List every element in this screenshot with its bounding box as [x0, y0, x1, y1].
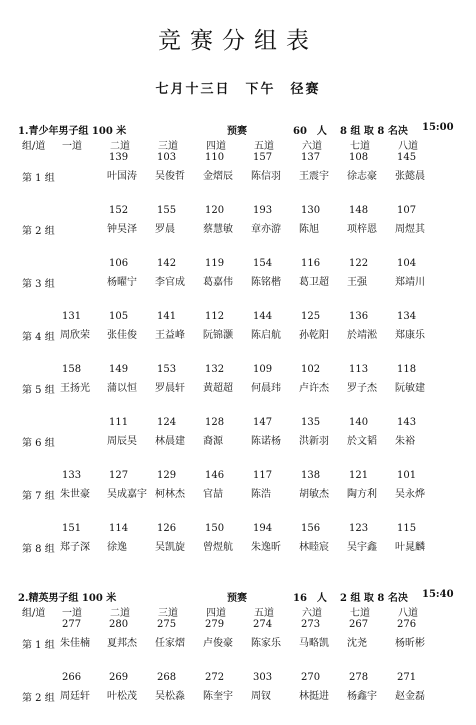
event-round: 预赛 — [227, 126, 247, 137]
lane-cell — [251, 258, 305, 290]
event-rule: 8 组 取 8 名决 — [340, 126, 408, 137]
bib-number: 108 — [349, 152, 369, 163]
bib-number: 112 — [205, 311, 225, 322]
event-time: 15:00 — [422, 122, 454, 133]
bib-number: 132 — [205, 364, 225, 375]
lane-cell — [155, 152, 209, 184]
group-row — [18, 470, 468, 502]
lane-cell — [395, 205, 449, 237]
bib-number: 133 — [62, 470, 82, 481]
lane-cell — [347, 672, 401, 704]
bib-number: 139 — [109, 152, 129, 163]
lane-cell — [395, 672, 449, 704]
athlete-name: 孙乾阳 — [299, 330, 329, 341]
bib-number: 140 — [349, 417, 369, 428]
bib-number: 136 — [349, 311, 369, 322]
column-header: 组/道 — [22, 608, 46, 619]
bib-number: 130 — [301, 205, 321, 216]
athlete-name: 吴松淼 — [155, 691, 185, 702]
lane-cell — [299, 417, 353, 449]
athlete-name: 钟昊泽 — [107, 224, 137, 235]
group-label: 第 4 组 — [22, 332, 55, 343]
bib-number: 113 — [349, 364, 369, 375]
athlete-name: 王扬光 — [60, 383, 90, 394]
bib-number: 267 — [349, 619, 369, 630]
lane-cell — [251, 152, 305, 184]
athlete-name: 柯林杰 — [155, 489, 185, 500]
bib-number: 153 — [157, 364, 177, 375]
group-label: 第 8 组 — [22, 544, 55, 555]
lane-cell — [203, 619, 257, 651]
group-row — [18, 205, 468, 237]
athlete-name: 徐志豪 — [347, 171, 377, 182]
athlete-name: 陈旭 — [299, 224, 319, 235]
bib-number: 122 — [349, 258, 369, 269]
lane-cell — [299, 523, 353, 555]
bib-number: 277 — [62, 619, 82, 630]
bib-number: 268 — [157, 672, 177, 683]
bib-number: 143 — [397, 417, 417, 428]
lane-cell — [251, 311, 305, 343]
column-header-row — [18, 604, 468, 618]
column-header: 七道 — [350, 141, 370, 152]
lane-cell — [347, 205, 401, 237]
bib-number: 110 — [205, 152, 225, 163]
athlete-name: 吴永烨 — [395, 489, 425, 500]
lane-cell — [60, 672, 114, 704]
lane-cell — [155, 417, 209, 449]
column-header: 八道 — [398, 608, 418, 619]
athlete-name: 叶国涛 — [107, 171, 137, 182]
lane-cell — [203, 258, 257, 290]
bib-number: 105 — [109, 311, 129, 322]
lane-cell — [251, 205, 305, 237]
athlete-name: 胡敏杰 — [299, 489, 329, 500]
athlete-name: 周欣荣 — [60, 330, 90, 341]
athlete-name: 葛卫超 — [299, 277, 329, 288]
lane-cell — [107, 523, 161, 555]
lane-cell — [347, 619, 401, 651]
bib-number: 193 — [253, 205, 273, 216]
lane-cell — [203, 205, 257, 237]
athlete-name: 陶方利 — [347, 489, 377, 500]
bib-number: 157 — [253, 152, 273, 163]
page-title: 竞赛分组表 — [158, 28, 318, 54]
athlete-name: 吴凯旋 — [155, 542, 185, 553]
event-header — [18, 589, 468, 604]
athlete-name: 於靖淞 — [347, 330, 377, 341]
athlete-name: 吴成嘉宇 — [107, 489, 147, 500]
athlete-name: 杨曜宁 — [107, 277, 137, 288]
column-header: 三道 — [158, 608, 178, 619]
athlete-name: 朱世豪 — [60, 489, 90, 500]
group-label: 第 3 组 — [22, 279, 55, 290]
athlete-name: 洪新羽 — [299, 436, 329, 447]
group-label: 第 2 组 — [22, 693, 55, 704]
column-header: 组/道 — [22, 141, 46, 152]
event-round: 预赛 — [227, 593, 247, 604]
lane-cell — [155, 311, 209, 343]
athlete-name: 周煜其 — [395, 224, 425, 235]
athlete-name: 罗晨轩 — [155, 383, 185, 394]
bib-number: 116 — [301, 258, 321, 269]
athlete-name: 吴宇鑫 — [347, 542, 377, 553]
athlete-name: 周辰昊 — [107, 436, 137, 447]
event-name: 2.精英男子组 100 米 — [18, 593, 117, 604]
lane-cell — [155, 619, 209, 651]
event-count: 60 人 — [293, 126, 327, 137]
lane-cell — [395, 619, 449, 651]
bib-number: 137 — [301, 152, 321, 163]
event-rule: 2 组 取 8 名决 — [340, 593, 408, 604]
lane-cell — [395, 470, 449, 502]
lane-cell — [203, 417, 257, 449]
bib-number: 146 — [205, 470, 225, 481]
athlete-name: 卢俊豪 — [203, 638, 233, 649]
lane-cell — [395, 258, 449, 290]
lane-cell — [203, 311, 257, 343]
column-header: 一道 — [62, 608, 82, 619]
athlete-name: 陈浩 — [251, 489, 271, 500]
column-header: 二道 — [110, 608, 130, 619]
athlete-name: 罗子杰 — [347, 383, 377, 394]
bib-number: 156 — [301, 523, 321, 534]
bib-number: 280 — [109, 619, 129, 630]
bib-number: 134 — [397, 311, 417, 322]
bib-number: 121 — [349, 470, 369, 481]
bib-number: 124 — [157, 417, 177, 428]
lane-cell — [347, 311, 401, 343]
lane-cell — [251, 523, 305, 555]
lane-cell — [299, 205, 353, 237]
group-row — [18, 311, 468, 343]
athlete-name: 章亦游 — [251, 224, 281, 235]
column-header: 一道 — [62, 141, 82, 152]
bib-number: 276 — [397, 619, 417, 630]
column-header: 三道 — [158, 141, 178, 152]
column-header: 四道 — [206, 141, 226, 152]
athlete-name: 陈诺杨 — [251, 436, 281, 447]
athlete-name: 朱裕 — [395, 436, 415, 447]
bib-number: 104 — [397, 258, 417, 269]
athlete-name: 何晨玮 — [251, 383, 281, 394]
lane-cell — [155, 672, 209, 704]
athlete-name: 郑子深 — [60, 542, 90, 553]
lane-cell — [107, 470, 161, 502]
athlete-name: 叶晁麟 — [395, 542, 425, 553]
bib-number: 274 — [253, 619, 273, 630]
bib-number: 114 — [109, 523, 129, 534]
lane-cell — [203, 364, 257, 396]
athlete-name: 官喆 — [203, 489, 223, 500]
lane-cell — [347, 364, 401, 396]
lane-cell — [395, 523, 449, 555]
lane-cell — [107, 311, 161, 343]
athlete-name: 朱逸昕 — [251, 542, 281, 553]
bib-number: 272 — [205, 672, 225, 683]
athlete-name: 张佳俊 — [107, 330, 137, 341]
bib-number: 148 — [349, 205, 369, 216]
bib-number: 303 — [253, 672, 273, 683]
lane-cell — [299, 364, 353, 396]
lane-cell — [347, 258, 401, 290]
bib-number: 117 — [253, 470, 273, 481]
lane-cell — [107, 258, 161, 290]
athlete-name: 项梓恩 — [347, 224, 377, 235]
lane-cell — [107, 152, 161, 184]
event-name: 1.青少年男子组 100 米 — [18, 126, 127, 137]
athlete-name: 黄超超 — [203, 383, 233, 394]
bib-number: 115 — [397, 523, 417, 534]
lane-cell — [107, 205, 161, 237]
lane-cell — [299, 152, 353, 184]
athlete-name: 陈启航 — [251, 330, 281, 341]
athlete-name: 杨鑫宇 — [347, 691, 377, 702]
group-label: 第 5 组 — [22, 385, 55, 396]
lane-cell — [203, 470, 257, 502]
bib-number: 158 — [62, 364, 82, 375]
column-header: 六道 — [302, 608, 322, 619]
lane-cell — [347, 470, 401, 502]
bib-number: 273 — [301, 619, 321, 630]
lane-cell — [395, 364, 449, 396]
bib-number: 118 — [397, 364, 417, 375]
bib-number: 270 — [301, 672, 321, 683]
group-row — [18, 258, 468, 290]
athlete-name: 郑靖川 — [395, 277, 425, 288]
column-header: 七道 — [350, 608, 370, 619]
lane-cell — [155, 523, 209, 555]
lane-cell — [155, 258, 209, 290]
athlete-name: 曾煜航 — [203, 542, 233, 553]
lane-cell — [299, 258, 353, 290]
group-label: 第 7 组 — [22, 491, 55, 502]
group-label: 第 1 组 — [22, 640, 55, 651]
bib-number: 147 — [253, 417, 273, 428]
lane-cell — [299, 619, 353, 651]
athlete-name: 周廷轩 — [60, 691, 90, 702]
bib-number: 266 — [62, 672, 82, 683]
athlete-name: 王强 — [347, 277, 367, 288]
lane-cell — [347, 523, 401, 555]
bib-number: 150 — [205, 523, 225, 534]
bib-number: 111 — [109, 417, 129, 428]
lane-cell — [251, 470, 305, 502]
athlete-name: 吴俊哲 — [155, 171, 185, 182]
bib-number: 126 — [157, 523, 177, 534]
column-header: 五道 — [254, 608, 274, 619]
bib-number: 101 — [397, 470, 417, 481]
lane-cell — [155, 364, 209, 396]
bib-number: 109 — [253, 364, 273, 375]
athlete-name: 陈铭楷 — [251, 277, 281, 288]
bib-number: 106 — [109, 258, 129, 269]
lane-cell — [299, 311, 353, 343]
athlete-name: 於文韬 — [347, 436, 377, 447]
bib-number: 141 — [157, 311, 177, 322]
athlete-name: 阮锦灏 — [203, 330, 233, 341]
event-time: 15:40 — [422, 589, 454, 600]
athlete-name: 陈家乐 — [251, 638, 281, 649]
athlete-name: 周钗 — [251, 691, 271, 702]
athlete-name: 裔源 — [203, 436, 223, 447]
athlete-name: 徐逸 — [107, 542, 127, 553]
column-header-row — [18, 137, 468, 151]
athlete-name: 陈奎宇 — [203, 691, 233, 702]
lane-cell — [60, 523, 114, 555]
lane-cell — [251, 364, 305, 396]
athlete-name: 马略凯 — [299, 638, 329, 649]
lane-cell — [395, 417, 449, 449]
lane-cell — [299, 470, 353, 502]
group-row — [18, 152, 468, 184]
lane-cell — [107, 619, 161, 651]
athlete-name: 王震宇 — [299, 171, 329, 182]
bib-number: 129 — [157, 470, 177, 481]
bib-number: 103 — [157, 152, 177, 163]
lane-cell — [60, 364, 114, 396]
bib-number: 128 — [205, 417, 225, 428]
lane-cell — [155, 205, 209, 237]
column-header: 八道 — [398, 141, 418, 152]
athlete-name: 郑康乐 — [395, 330, 425, 341]
bib-number: 138 — [301, 470, 321, 481]
event-header — [18, 122, 468, 137]
athlete-name: 张懿晨 — [395, 171, 425, 182]
bib-number: 152 — [109, 205, 129, 216]
group-row — [18, 417, 468, 449]
column-header: 二道 — [110, 141, 130, 152]
lane-cell — [107, 417, 161, 449]
lane-cell — [203, 152, 257, 184]
column-header: 六道 — [302, 141, 322, 152]
bib-number: 269 — [109, 672, 129, 683]
lane-cell — [60, 470, 114, 502]
athlete-name: 林晨建 — [155, 436, 185, 447]
bib-number: 271 — [397, 672, 417, 683]
bib-number: 135 — [301, 417, 321, 428]
bib-number: 151 — [62, 523, 82, 534]
event-count: 16 人 — [293, 593, 327, 604]
lane-cell — [251, 672, 305, 704]
athlete-name: 陈信羽 — [251, 171, 281, 182]
lane-cell — [347, 417, 401, 449]
lane-cell — [155, 470, 209, 502]
athlete-name: 李官成 — [155, 277, 185, 288]
lane-cell — [60, 619, 114, 651]
bib-number: 149 — [109, 364, 129, 375]
group-label: 第 6 组 — [22, 438, 55, 449]
bib-number: 279 — [205, 619, 225, 630]
athlete-name: 朱佳楠 — [60, 638, 90, 649]
bib-number: 144 — [253, 311, 273, 322]
athlete-name: 任家熠 — [155, 638, 185, 649]
group-row — [18, 523, 468, 555]
athlete-name: 阮敏建 — [395, 383, 425, 394]
lane-cell — [203, 523, 257, 555]
athlete-name: 罗晨 — [155, 224, 175, 235]
athlete-name: 王益峰 — [155, 330, 185, 341]
athlete-name: 赵金磊 — [395, 691, 425, 702]
lane-cell — [203, 672, 257, 704]
bib-number: 275 — [157, 619, 177, 630]
athlete-name: 葛嘉伟 — [203, 277, 233, 288]
lane-cell — [251, 417, 305, 449]
athlete-name: 蔡慧敏 — [203, 224, 233, 235]
column-header: 五道 — [254, 141, 274, 152]
athlete-name: 夏邦杰 — [107, 638, 137, 649]
bib-number: 102 — [301, 364, 321, 375]
athlete-name: 林睦宸 — [299, 542, 329, 553]
bib-number: 127 — [109, 470, 129, 481]
bib-number: 123 — [349, 523, 369, 534]
lane-cell — [251, 619, 305, 651]
column-header: 四道 — [206, 608, 226, 619]
bib-number: 125 — [301, 311, 321, 322]
bib-number: 131 — [62, 311, 82, 322]
lane-cell — [347, 152, 401, 184]
group-row — [18, 364, 468, 396]
athlete-name: 杨昕彬 — [395, 638, 425, 649]
athlete-name: 叶松茂 — [107, 691, 137, 702]
bib-number: 142 — [157, 258, 177, 269]
lane-cell — [60, 311, 114, 343]
bib-number: 145 — [397, 152, 417, 163]
bib-number: 154 — [253, 258, 273, 269]
athlete-name: 蒲以恒 — [107, 383, 137, 394]
page-subtitle: 七月十三日 下午 径赛 — [155, 82, 321, 97]
athlete-name: 沈尧 — [347, 638, 367, 649]
bib-number: 107 — [397, 205, 417, 216]
group-label: 第 1 组 — [22, 173, 55, 184]
bib-number: 194 — [253, 523, 273, 534]
bib-number: 120 — [205, 205, 225, 216]
athlete-name: 卢许杰 — [299, 383, 329, 394]
group-row — [18, 619, 468, 651]
lane-cell — [395, 152, 449, 184]
lane-cell — [299, 672, 353, 704]
athlete-name: 金熠辰 — [203, 171, 233, 182]
bib-number: 278 — [349, 672, 369, 683]
lane-cell — [107, 672, 161, 704]
lane-cell — [395, 311, 449, 343]
bib-number: 155 — [157, 205, 177, 216]
group-row — [18, 672, 468, 704]
group-label: 第 2 组 — [22, 226, 55, 237]
bib-number: 119 — [205, 258, 225, 269]
lane-cell — [107, 364, 161, 396]
athlete-name: 林挺进 — [299, 691, 329, 702]
